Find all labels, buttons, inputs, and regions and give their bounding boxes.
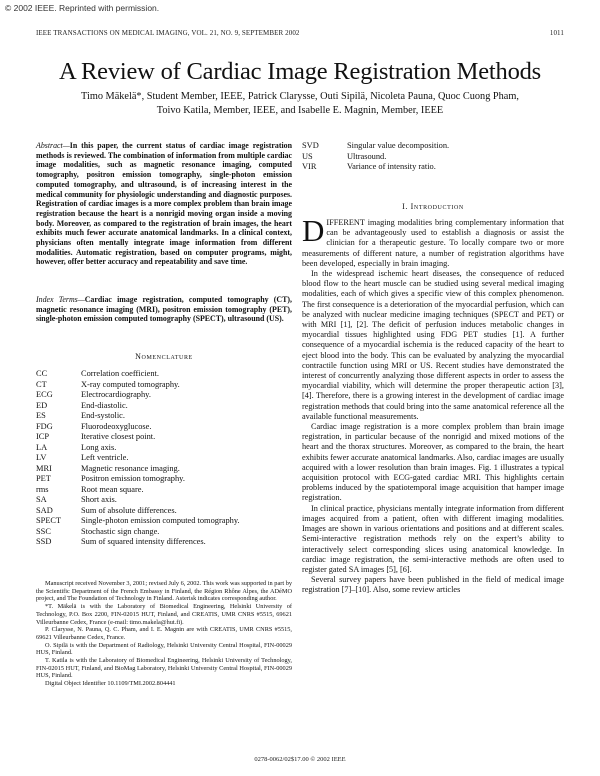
index-terms-label: Index Terms— <box>36 295 85 304</box>
definition: End-diastolic. <box>81 400 128 410</box>
abbreviation: CT <box>36 379 47 389</box>
definition: Singular value decomposition. <box>347 141 450 150</box>
intro-paragraph-3: Cardiac image registration is a more complex problem than brain image registration, in particular because of the nonrigid and mixed motions of the heart and the thorax structures. Moreover, as compared to the brain, the heart exhibits fewer accurate anatomical landmarks. Also, cardiac images are usually acquired with a lower resolution than brain images. Fig. 1 illustrates a typical acquisition protocol with ECG-gated cardiac MRI. This highlights certain problems induced by the spatiotemporal image acquisition that hamper image registration. <box>302 422 564 503</box>
abbreviation: SAD <box>36 505 53 515</box>
nomenclature-entry <box>36 453 292 464</box>
nomenclature-entry <box>36 422 292 433</box>
nomenclature-entry <box>36 443 292 454</box>
abbreviation: VIR <box>302 162 317 171</box>
abstract-text: In this paper, the current status of cardiac image registration methods is reviewed. The combination of information from multiple cardiac image modalities, such as magnetic resonance imaging, computed tomography, positron emission tomography, single-photon emission computed tomography, and ultrasound, is of increasing interest in the medical community for physiologic understanding and diagnostic purposes. Registration of cardiac images is a more complex problem than brain image registration because the heart is a nonrigid moving organ inside a moving body. Moreover, as compared to the registration of brain images, the heart exhibits much fewer accurate anatomical landmarks. In a clinical context, physicians often mentally integrate image information from different modalities. Automatic registration, based on computer programs, might, however, offer better accuracy and repeatability and save time. <box>36 141 292 267</box>
abbreviation: ES <box>36 411 46 420</box>
running-head <box>36 29 564 37</box>
nomenclature-heading: Nomenclature <box>135 352 193 361</box>
author-line-2: Toivo Katila, Member, IEEE, and Isabelle E. Magnin, Member, IEEE <box>156 105 444 116</box>
nomenclature-entry <box>36 464 292 475</box>
definition: Ultrasound. <box>347 151 387 161</box>
abbreviation: ICP <box>36 432 50 441</box>
definition: Electrocardiography. <box>81 390 151 399</box>
definition: X-ray computed tomography. <box>81 379 180 389</box>
definition: Positron emission tomography. <box>81 474 185 483</box>
abbreviation: SSD <box>36 537 52 546</box>
footnote: Digital Object Identifier 10.1109/TMI.2002.804441 <box>45 680 176 688</box>
nomenclature-entry <box>36 411 292 422</box>
nomenclature-entry <box>36 516 292 527</box>
nomenclature-entry <box>36 390 292 401</box>
definition: Long axis. <box>81 442 117 452</box>
abbreviation: LA <box>36 442 48 452</box>
abbreviation: FDG <box>36 421 53 431</box>
definition: Sum of squared intensity differences. <box>81 537 206 546</box>
abbreviation: rms <box>36 484 49 494</box>
abbreviation: CC <box>36 369 48 378</box>
copyright-notice: © 2002 IEEE. Reprinted with permission. <box>5 3 160 13</box>
definition: Variance of intensity ratio. <box>347 162 436 171</box>
definition: Single-photon emission computed tomography. <box>81 516 240 525</box>
journal-info: IEEE TRANSACTIONS ON MEDICAL IMAGING, VOL. 21, NO. 9, SEPTEMBER 2002 <box>36 29 300 37</box>
definition: Root mean square. <box>81 484 144 494</box>
intro-paragraph-1-text: IFFERENT imaging modalities bring complementary information that can be advantageously used to establish a diagnosis or assist the clinician for a therapeutic gesture. To locally compare two or more measurements of different nature, a number of registration algorithms have been developed, especially in brain imaging. <box>302 218 564 268</box>
nomenclature-entry <box>36 401 292 412</box>
page-number: 1011 <box>549 29 564 37</box>
abbreviation: PET <box>36 474 51 483</box>
abbreviation: MRI <box>36 463 52 473</box>
footnotes <box>36 580 292 688</box>
index-terms <box>36 295 292 324</box>
author-list <box>40 90 560 118</box>
abbreviation: ECG <box>36 390 53 399</box>
nomenclature-entry <box>36 527 292 538</box>
nomenclature-continued-list <box>302 141 564 173</box>
footnote: O. Sipilä is with the Department of Radiology, Helsinki University Central Hospital, FIN-00029 HUS, Finland. <box>36 641 292 657</box>
introduction-heading: I. Introduction <box>402 202 464 211</box>
introduction-body <box>302 213 564 596</box>
nomenclature-entry <box>36 495 292 506</box>
intro-paragraph-4: In clinical practice, physicians mentally integrate information from different images acquired from a patient, often with different imaging modalities. Images are shown in various orientations and positions and at different scales. Semi-interactive registration methods rely on the expert’s ability to interactively select corresponding slices using anatomical knowledge. In cardiac image registration, the semi-interactive methods are often used to register gated SA images [5], [6]. <box>302 503 564 574</box>
nomenclature-list <box>36 369 292 548</box>
nomenclature-entry <box>36 369 292 380</box>
drop-cap: D <box>302 213 325 248</box>
definition: Magnetic resonance imaging. <box>81 463 180 473</box>
index-terms-text: Cardiac image registration, computed tomography (CT), magnetic resonance imaging (MRI), positron emission tomography (PET), single-photon emission computed tomography (SPECT), ultrasound (US). <box>36 295 292 324</box>
abbreviation: US <box>302 151 313 161</box>
nomenclature-entry <box>302 152 564 163</box>
footnote: Manuscript received November 3, 2001; revised July 6, 2002. This work was supported in part by the Scientific Department of the French Embassy in Finland, the Région Rhône Alpes, the ADéMO project, and The Foundation of Technology in Finland. Asterisk indicates corresponding author. <box>36 580 292 603</box>
copyright-footer: 0278-0062/02$17.00 © 2002 IEEE <box>254 756 346 763</box>
abbreviation: LV <box>36 453 47 462</box>
nomenclature-entry <box>36 432 292 443</box>
intro-paragraph-1 <box>302 213 564 269</box>
abstract <box>36 141 292 267</box>
abbreviation: SVD <box>302 141 319 150</box>
abbreviation: ED <box>36 400 48 410</box>
nomenclature-entry <box>302 162 564 173</box>
definition: Left ventricle. <box>81 453 129 462</box>
nomenclature-entry <box>36 485 292 496</box>
footnote: P. Clarysse, N. Pauna, Q. C. Pham, and I. E. Magnin are with CREATIS, UMR CNRS #5515, 69621 Villeurbanne Cedex, France. <box>36 626 292 641</box>
abbreviation: SSC <box>36 526 51 536</box>
intro-paragraph-2: In the widespread ischemic heart diseases, the consequence of reduced blood flow to the heart muscle can be studied using several medical imaging modalities, each of which gives a specific view of this complex phenomenon. The first consequence is a deterioration of the myocardial perfusion, which can be analyzed with nuclear medicine imaging techniques (SPECT and PET) or with MRI [1], [2]. The deficit of perfusion induces metabolic changes in myocardial tissues highlighted using FDG PET studies [1]. A further consequence of a myocardial ischemia is the reduced capacity of the heart to eject blood into the body. This can be evaluated by analyzing the myocardial contractile function using MRI or US. Recent studies have demonstrated the interest of concurrently analyzing those different aspects in order to assess the myocardial viability, which will determine the proper therapeutic action [3], [4]. Therefore, there is a growing interest in the development of cardiac image registration methods that could bring into the same anatomical reference all the available functional measurements. <box>302 269 564 421</box>
definition: Correlation coefficient. <box>81 369 159 378</box>
footnote: *T. Mäkelä is with the Laboratory of Biomedical Engineering, Helsinki University of Technology, P.O. Box 2200, FIN-02015 HUT, Finland, and CREATIS, UMR CNRS #5515, 69621 Villeurbanne Cedex, France (e-mail: timo.makela@hut.fi). <box>36 603 292 626</box>
nomenclature-entry <box>302 141 564 152</box>
abbreviation: SA <box>36 495 47 504</box>
nomenclature-entry <box>36 537 292 548</box>
nomenclature-entry <box>36 380 292 391</box>
definition: Iterative closest point. <box>81 432 156 441</box>
definition: Sum of absolute differences. <box>81 505 177 515</box>
intro-paragraph-5: Several survey papers have been published in the field of medical image registration [7]–[10]. Also, some review articles <box>302 575 564 595</box>
footnote: T. Katila is with the Laboratory of Biomedical Engineering, Helsinki University of Technology, FIN-02015 HUT, Finland, and BioMag Laboratory, Helsinki University Central Hospital, FIN-00029 HUS, Finland. <box>36 657 292 680</box>
nomenclature-entry <box>36 506 292 517</box>
abbreviation: SPECT <box>36 516 62 525</box>
definition: Fluorodeoxyglucose. <box>81 421 152 431</box>
definition: Stochastic sign change. <box>81 526 160 536</box>
author-line-1: Timo Mäkelä*, Student Member, IEEE, Patrick Clarysse, Outi Sipilä, Nicoleta Pauna, Quoc Cuong Pham, <box>81 91 519 102</box>
abstract-label: Abstract— <box>36 141 70 150</box>
definition: End-systolic. <box>81 411 125 420</box>
nomenclature-entry <box>36 474 292 485</box>
definition: Short axis. <box>81 495 117 504</box>
paper-title: A Review of Cardiac Image Registration Methods <box>58 58 542 85</box>
